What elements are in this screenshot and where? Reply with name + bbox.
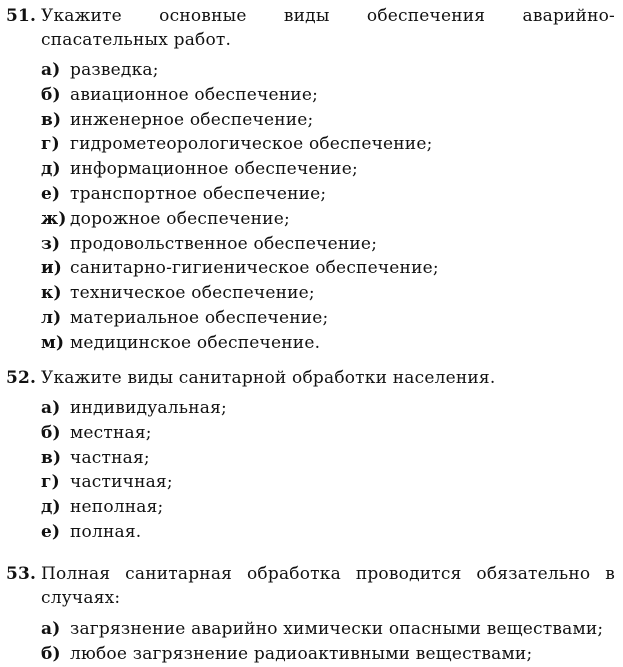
option-text: инженерное обеспечение; (70, 109, 314, 130)
answer-option (0, 108, 623, 133)
option-text: любое загрязнение радиоактивными веществами; (70, 643, 533, 664)
answer-option (0, 495, 623, 520)
option-letter: в) (41, 447, 62, 468)
question-51 (0, 4, 623, 356)
answer-option (0, 421, 623, 446)
option-letter: а) (41, 60, 61, 80)
option-letter: к) (41, 283, 62, 304)
option-letter: з) (41, 233, 61, 254)
option-letter: б) (41, 84, 61, 105)
answer-option (0, 642, 623, 667)
question-number: 51. (6, 6, 37, 26)
option-letter: д) (41, 497, 61, 518)
answer-option (0, 207, 623, 232)
option-text: материальное обеспечение; (70, 307, 329, 328)
answer-option (0, 470, 623, 495)
answer-option (0, 331, 623, 356)
answer-option (0, 281, 623, 306)
option-letter: г) (41, 472, 60, 493)
option-text: полная. (70, 521, 142, 542)
option-letter: и) (41, 258, 63, 279)
option-letter: г) (41, 134, 60, 155)
option-text: загрязнение аварийно химически опасными веществами; (70, 619, 604, 639)
option-letter: б) (41, 643, 61, 664)
answer-option (0, 83, 623, 108)
option-letter: б) (41, 422, 61, 443)
option-letter: а) (41, 398, 61, 418)
answer-options (0, 617, 623, 667)
question-text: Укажите виды санитарной обработки населения. (41, 368, 496, 388)
option-letter: а) (41, 619, 61, 639)
option-text: частичная; (70, 472, 173, 493)
answer-option (0, 256, 623, 281)
answer-option (0, 446, 623, 471)
question-number: 53. (6, 564, 37, 584)
question-53 (0, 562, 623, 667)
answer-options (0, 396, 623, 545)
answer-option (0, 58, 623, 83)
option-letter: ж) (41, 208, 67, 229)
question-header (0, 4, 623, 52)
option-text: техническое обеспечение; (70, 283, 315, 304)
option-letter: в) (41, 109, 62, 130)
question-header (0, 366, 623, 390)
option-letter: е) (41, 183, 61, 204)
option-text: дорожное обеспечение; (70, 208, 290, 229)
option-text: авиационное обеспечение; (70, 84, 319, 105)
option-text: медицинское обеспечение. (70, 332, 321, 353)
question-header (0, 562, 623, 610)
answer-option (0, 157, 623, 182)
question-text: Укажите основные виды обеспечения аварийно-спасательных работ. (41, 6, 615, 50)
option-text: разведка; (70, 60, 159, 80)
option-text: гидрометеорологическое обеспечение; (70, 134, 433, 155)
option-text: информационное обеспечение; (70, 159, 358, 180)
answer-option (0, 132, 623, 157)
option-text: санитарно-гигиеническое обеспечение; (70, 258, 439, 279)
option-text: частная; (70, 447, 150, 468)
answer-option (0, 182, 623, 207)
option-letter: е) (41, 521, 61, 542)
option-text: неполная; (70, 497, 164, 518)
option-letter: м) (41, 332, 65, 353)
answer-option (0, 617, 623, 642)
option-text: продовольственное обеспечение; (70, 233, 378, 254)
option-text: местная; (70, 422, 152, 443)
option-letter: л) (41, 307, 62, 328)
answer-option (0, 520, 623, 545)
answer-option (0, 306, 623, 331)
answer-option (0, 232, 623, 257)
question-text: Полная санитарная обработка проводится обязательно в случаях: (41, 564, 615, 608)
question-52 (0, 366, 623, 545)
question-number: 52. (6, 368, 37, 388)
option-text: индивидуальная; (70, 398, 227, 418)
option-text: транспортное обеспечение; (70, 183, 327, 204)
answer-option (0, 396, 623, 421)
option-letter: д) (41, 159, 61, 180)
answer-options (0, 58, 623, 356)
